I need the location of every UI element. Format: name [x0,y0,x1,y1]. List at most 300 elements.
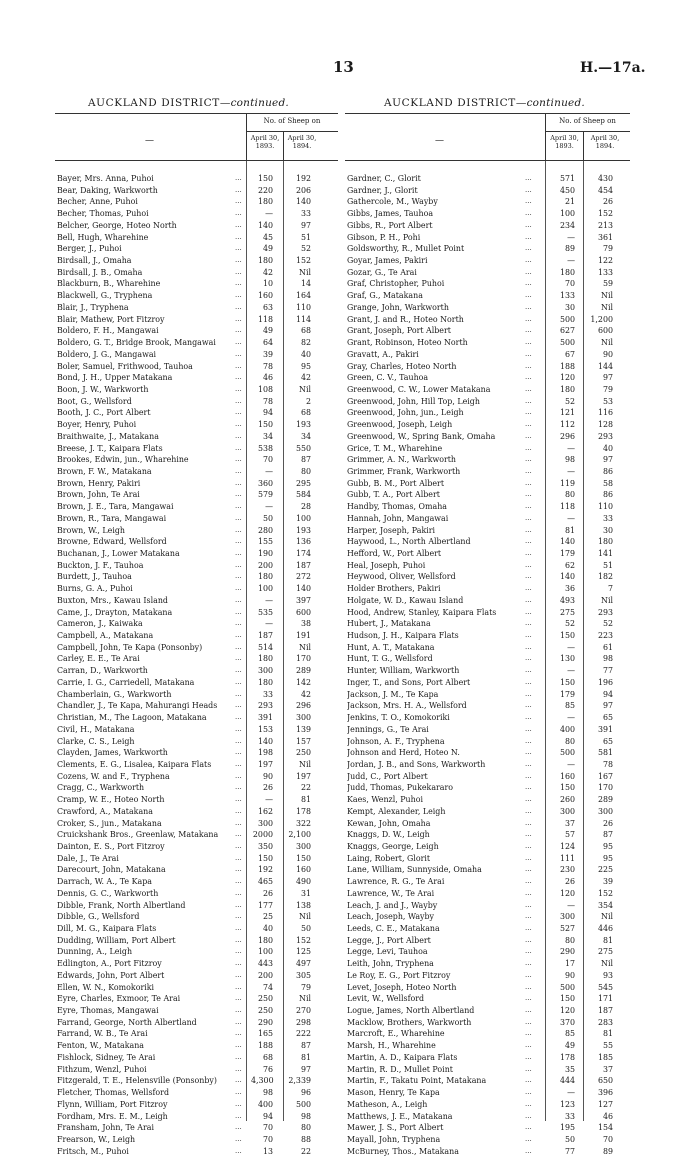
sheep-1893: 112 [559,420,575,430]
owner-name: Martin, F., Takatu Point, Matakana [347,1076,487,1086]
leader-dots: ... [525,654,532,663]
sheep-1893: 443 [257,959,273,969]
sheep-1894: 89 [602,1146,613,1156]
sheep-1894: 128 [597,420,613,430]
sheep-1893: 30 [564,302,575,312]
sheep-1893: 120 [559,888,575,898]
owner-name: Booth, J. C., Port Albert [57,408,151,418]
sheep-1894: 94 [602,689,613,699]
owner-name: Gibson, P. H., Pohi [347,232,421,242]
sheep-1893: 94 [262,1111,273,1121]
owner-name: Gubb, T. A., Port Albert [347,490,440,500]
owner-name: Brown, R., Tara, Mangawai [57,513,167,523]
sheep-1894: 584 [295,490,311,500]
table-row [345,443,630,455]
leader-dots: ... [235,1111,242,1120]
sheep-1894: 37 [602,1064,613,1074]
leader-dots: ... [235,302,242,311]
leader-dots: ... [235,478,242,487]
leader-dots: ... [525,607,532,616]
owner-name: Mawer, J. S., Port Albert [347,1123,444,1133]
table-row [55,302,338,314]
owner-name: Dill, M. G., Kaipara Flats [57,924,157,933]
leader-dots: ... [525,537,532,546]
owner-name: Buxton, Mrs., Kawau Island [57,595,168,605]
owner-name: Cameron, J., Kaiwaka [57,619,143,629]
sheep-1893: — [265,209,273,219]
leader-dots: ... [525,877,532,886]
sheep-1893: 290 [257,1017,273,1027]
sheep-1894: 171 [597,994,613,1004]
table-row [345,829,630,841]
leader-dots: ... [525,982,532,991]
leader-dots: ... [235,1064,242,1073]
table-row [345,349,630,361]
sheep-1893: — [265,466,273,476]
table-row [345,185,630,197]
table-row [55,853,338,865]
sheep-1893: 300 [559,806,575,816]
leader-dots: ... [525,795,532,804]
owner-name: Boldero, G. T., Bridge Brook, Mangawai [57,338,216,348]
table-row [55,314,338,326]
leader-dots: ... [525,302,532,311]
owner-name: Carrie, I. G., Carriedell, Matakana [57,677,195,687]
table-row [345,384,630,396]
sheep-1893: 150 [559,994,575,1004]
owner-name: Matheson, A., Leigh [347,1099,428,1109]
sheep-1893: 78 [262,361,273,371]
owner-name: Fishlock, Sidney, Te Arai [57,1052,156,1062]
right-date-divider [583,131,584,160]
sheep-1894: 300 [597,806,613,816]
table-row [345,607,630,619]
sheep-1894: 174 [295,549,311,558]
table-row [55,642,338,654]
owner-name: Buchanan, J., Lower Matakana [57,549,180,558]
sheep-1894: 500 [295,1099,311,1109]
table-row [345,548,630,560]
table-row [55,1075,338,1087]
sheep-1893: 50 [564,1134,575,1144]
sheep-1894: 600 [295,607,311,617]
table-row [345,993,630,1005]
owner-name: Campbell, A., Matakana [57,631,154,641]
leader-dots: ... [525,994,532,1003]
table-row [345,501,630,513]
table-row [345,946,630,958]
sheep-1894: 454 [597,185,613,195]
table-row [55,1028,338,1040]
leader-dots: ... [235,806,242,815]
sheep-1894: 110 [597,502,613,512]
sheep-1893: 45 [262,232,273,242]
right-date-1894: April 30, 1894. [590,134,620,150]
sheep-1893: 192 [257,865,273,875]
owner-name: Johnson and Herd, Hoteo N. [347,748,460,758]
owner-name: Graf, G., Matakana [347,291,423,301]
leader-dots: ... [525,619,532,628]
sheep-1894: 22 [300,1146,311,1156]
owner-name: Came, J., Drayton, Matakana [57,607,173,617]
sheep-1894: 305 [295,970,311,980]
leader-dots: ... [525,525,532,534]
leader-dots: ... [235,455,242,464]
table-row [345,935,630,947]
sheep-1894: 361 [597,232,613,242]
sheep-1894: 223 [597,631,613,641]
sheep-1893: 70 [564,279,575,289]
left-header-rule [246,131,338,132]
owner-name: Levet, Joseph, Hoteo North [347,982,457,992]
table-row [55,888,338,900]
sheep-1894: Nil [299,267,311,277]
table-row [345,689,630,701]
owner-name: Holgate, W. D., Kawau Island [347,595,464,605]
table-row [345,1146,630,1156]
owner-name: Jackson, J. M., Te Kapa [347,689,439,699]
owner-name: Bayer, Mrs. Anna, Puhoi [57,174,154,183]
owner-name: Chandler, J., Te Kapa, Mahurangi Heads [57,701,218,711]
table-row [55,431,338,443]
sheep-1893: 119 [559,478,575,488]
table-row [55,466,338,478]
leader-dots: ... [235,1123,242,1132]
owner-name: Blair, Mathew, Port Fitzroy [57,314,165,324]
owner-name: Brown, J. E., Tara, Mangawai [57,502,174,512]
table-row [345,1099,630,1111]
owner-name: Johnson, A. F., Tryphena [347,736,445,746]
sheep-1893: — [567,642,575,652]
sheep-1894: Nil [601,338,613,348]
sheep-1894: 52 [602,619,613,629]
leader-dots: ... [525,666,532,675]
leader-dots: ... [525,185,532,194]
sheep-1894: 160 [295,865,311,875]
table-row [55,982,338,994]
leader-dots: ... [235,256,242,265]
table-row [55,607,338,619]
sheep-1893: 10 [262,279,273,289]
owner-name: Becher, Thomas, Puhoi [57,209,149,219]
owner-name: Grant, J. and R., Hoteo North [347,314,464,324]
sheep-1894: 40 [300,349,311,359]
sheep-1894: 77 [602,666,613,676]
table-row [345,724,630,736]
leader-dots: ... [525,1134,532,1143]
sheep-1894: 581 [597,748,613,758]
sheep-1893: 370 [559,1017,575,1027]
sheep-1893: 50 [262,513,273,523]
owner-name: Grimmer, A. N., Warkworth [347,455,457,465]
owner-name: Leith, John, Tryphena [347,959,434,969]
table-row [55,454,338,466]
sheep-1894: 86 [602,466,613,476]
leader-dots: ... [235,619,242,628]
sheep-1894: 298 [295,1017,311,1027]
sheep-1894: 178 [295,806,311,816]
owner-name: Braithwaite, J., Matakana [57,431,159,441]
leader-dots: ... [525,748,532,757]
sheep-1894: 396 [597,1088,613,1098]
sheep-1893: 33 [564,1111,575,1121]
table-row [345,454,630,466]
leader-dots: ... [235,396,242,405]
sheep-1893: 70 [262,1123,273,1133]
owner-name: Edwards, John, Port Albert [57,970,165,980]
table-row [55,1087,338,1099]
sheep-1893: 150 [559,677,575,687]
sheep-1893: 538 [257,443,273,453]
sheep-1893: 180 [257,572,273,582]
table-row [55,1005,338,1017]
sheep-1893: 160 [559,771,575,781]
owner-name: Belcher, George, Hoteo North [57,220,177,230]
leader-dots: ... [235,724,242,733]
left-rows [55,173,338,1156]
leader-dots: ... [235,197,242,206]
leader-dots: ... [525,232,532,241]
table-row [345,337,630,349]
table-row [345,782,630,794]
sheep-1894: 300 [295,713,311,723]
table-row [345,220,630,232]
leader-dots: ... [525,924,532,932]
sheep-1894: Nil [299,759,311,769]
sheep-1893: 197 [257,759,273,769]
leader-dots: ... [525,1052,532,1061]
leader-dots: ... [525,830,532,839]
leader-dots: ... [235,666,242,675]
left-date-1894: April 30, 1894. [287,134,317,150]
sheep-1893: 500 [559,338,575,348]
owner-name: Graf, Christopher, Puhoi [347,279,445,289]
sheep-1894: 430 [597,174,613,183]
table-row [345,1075,630,1087]
leader-dots: ... [235,279,242,288]
sheep-1894: 272 [295,572,311,582]
sheep-1893: 150 [257,853,273,863]
sheep-1894: 65 [602,713,613,723]
sheep-1893: 120 [559,373,575,383]
owner-name: Darecourt, John, Matakana [57,865,166,875]
sheep-1893: 300 [257,666,273,676]
owner-name: Farrand, George, North Albertland [57,1017,197,1027]
sheep-1893: 150 [257,420,273,430]
table-row [55,794,338,806]
table-row [55,923,338,935]
leader-dots: ... [525,595,532,604]
sheep-1893: 179 [559,549,575,558]
sheep-1894: Nil [299,912,311,922]
owner-name: McBurney, Thos., Matakana [347,1146,459,1156]
sheep-1894: 114 [295,314,311,324]
leader-dots: ... [235,349,242,358]
table-row [345,841,630,853]
owner-name: Fransham, John, Te Arai [57,1123,154,1133]
sheep-1893: 280 [257,525,273,535]
sheep-1893: 230 [559,865,575,875]
right-col-rule-1 [545,161,546,1121]
owner-name: Macklow, Brothers, Warkworth [347,1017,472,1027]
sheep-1893: 450 [559,185,575,195]
left-col-rule-1 [246,161,247,1121]
sheep-1893: 180 [257,677,273,687]
owner-name: Lawrence, R. G., Te Arai [347,877,445,887]
right-table-header [345,113,630,161]
sheep-1894: 96 [300,1088,311,1098]
leader-dots: ... [525,466,532,475]
sheep-1893: 98 [262,1088,273,1098]
sheep-1893: 118 [257,314,273,324]
sheep-1893: — [567,466,575,476]
leader-dots: ... [525,326,532,335]
sheep-1893: 62 [564,560,575,570]
sheep-1893: 89 [564,244,575,254]
owner-name: Darrach, W. A., Te Kapa [57,877,152,887]
leader-dots: ... [235,326,242,335]
table-row [345,630,630,642]
owner-name: Dibble, G., Wellsford [57,912,140,922]
sheep-1893: 133 [559,291,575,301]
sheep-1894: 95 [602,841,613,851]
leader-dots: ... [525,865,532,874]
table-row [55,1099,338,1111]
sheep-1894: 197 [295,771,311,781]
leader-dots: ... [235,900,242,909]
leader-dots: ... [235,549,242,557]
table-row [345,665,630,677]
table-row [345,419,630,431]
sheep-1893: 81 [564,525,575,535]
owner-name: Fordham, Mrs. E. M., Leigh [57,1111,168,1121]
sheep-1894: 98 [602,654,613,664]
sheep-1894: 133 [597,267,613,277]
sheep-1893: 140 [257,736,273,746]
sheep-1893: — [567,713,575,723]
sheep-1894: 296 [295,701,311,711]
leader-dots: ... [525,724,532,733]
table-row [55,864,338,876]
table-row [55,1040,338,1052]
sheep-1894: 53 [602,396,613,406]
owner-name: Cozens, W. and F., Tryphena [57,771,170,781]
sheep-1894: 79 [602,384,613,394]
leader-dots: ... [235,642,242,651]
sheep-1894: 116 [597,408,613,418]
owner-name: Boldero, F. H., Mangawai [57,326,159,336]
sheep-1894: 270 [295,1006,311,1016]
table-row [55,665,338,677]
sheep-1893: 98 [564,455,575,465]
table-row [345,478,630,490]
right-district-suffix: —continued. [515,97,585,109]
sheep-1894: 86 [602,490,613,500]
sheep-1893: 579 [257,490,273,500]
owner-name: Le Roy, E. G., Port Fitzroy [347,970,451,980]
table-row [55,583,338,595]
leader-dots: ... [525,1111,532,1120]
table-row [55,1122,338,1134]
sheep-1893: 300 [257,818,273,828]
table-row [55,958,338,970]
owner-name: Grant, Joseph, Port Albert [347,326,451,336]
table-row [55,724,338,736]
right-district-name: AUCKLAND DISTRICT [384,97,516,109]
table-row [55,782,338,794]
owner-name: Hunt, T. G., Wellsford [347,654,433,664]
owner-name: Fritsch, M., Puhoi [57,1146,129,1156]
sheep-1894: 293 [597,607,613,617]
leader-dots: ... [525,736,532,745]
leader-dots: ... [525,478,532,487]
table-row [345,677,630,689]
table-row [55,525,338,537]
leader-dots: ... [235,314,242,323]
sheep-1893: 296 [559,431,575,441]
sheep-1894: 40 [602,443,613,453]
sheep-1894: 87 [300,455,311,465]
sheep-1893: — [567,256,575,266]
table-row [55,806,338,818]
sheep-1893: 42 [262,267,273,277]
leader-dots: ... [525,900,532,909]
owner-name: Clarke, C. S., Leigh [57,736,135,746]
leader-dots: ... [235,607,242,616]
sheep-1894: 97 [602,373,613,383]
sheep-1893: 250 [257,1006,273,1016]
leader-dots: ... [525,689,532,698]
sheep-1893: 180 [559,384,575,394]
sheep-1893: 571 [559,174,575,183]
leader-dots: ... [235,1052,242,1061]
sheep-1893: 70 [262,1134,273,1144]
left-sheep-heading: No. of Sheep on [263,117,321,125]
table-row [55,255,338,267]
sheep-1893: — [567,666,575,676]
sheep-1893: 180 [257,197,273,207]
table-row [55,946,338,958]
owner-name: Goldsworthy, R., Mullet Point [347,244,465,254]
table-row [345,361,630,373]
leader-dots: ... [235,877,242,886]
leader-dots: ... [525,912,532,921]
leader-dots: ... [525,701,532,710]
sheep-1893: 293 [257,701,273,711]
leader-dots: ... [525,361,532,370]
leader-dots: ... [235,595,242,604]
table-row [345,923,630,935]
leader-dots: ... [235,431,242,440]
sheep-1894: 545 [597,982,613,992]
table-row [55,829,338,841]
sheep-1893: 627 [559,326,575,336]
leader-dots: ... [525,443,532,452]
sheep-1894: 225 [597,865,613,875]
sheep-1893: 130 [559,654,575,664]
owner-name: Jordan, J. B., and Sons, Warkworth [347,759,486,769]
owner-name: Greenwood, C. W., Lower Matakana [347,384,491,394]
left-date-1893: April 30, 1893. [250,134,280,150]
owner-name: Martin, A. D., Kaipara Flats [347,1052,458,1062]
owner-name: Crawford, A., Matakana [57,806,153,816]
owner-name: Judd, Thomas, Pukekararo [347,783,454,793]
table-row [55,396,338,408]
sheep-1893: 187 [257,631,273,641]
table-row [55,677,338,689]
owner-name: Dainton, E. S., Port Fitzroy [57,841,165,851]
sheep-1894: 22 [300,783,311,793]
